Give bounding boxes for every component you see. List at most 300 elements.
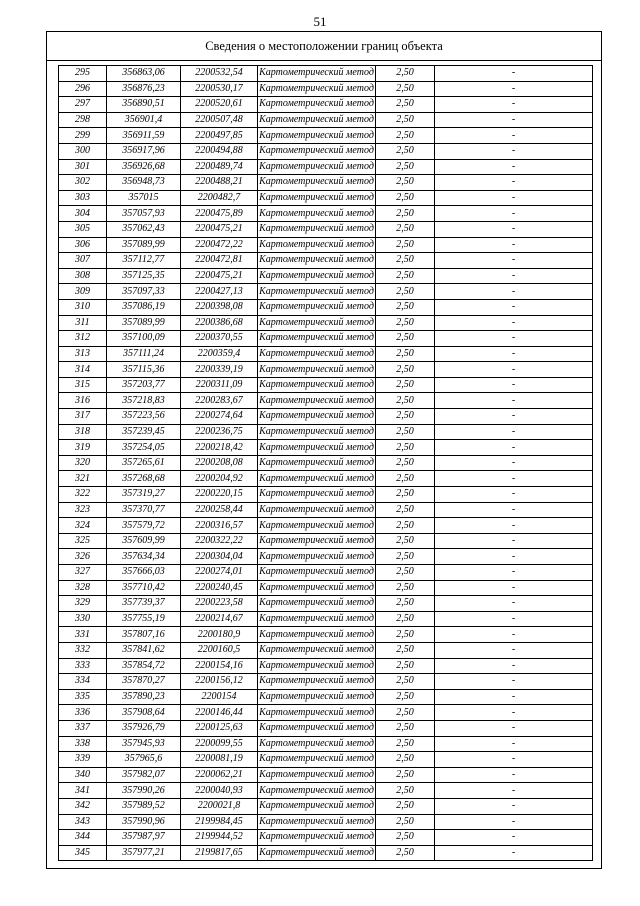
x-coordinate-cell: 357965,6 <box>107 752 181 768</box>
x-coordinate-cell: 357870,27 <box>107 674 181 690</box>
x-coordinate-cell: 357710,42 <box>107 580 181 596</box>
table-row <box>59 237 593 253</box>
method-cell: Картометрический метод <box>258 206 376 222</box>
accuracy-cell: 2,50 <box>376 362 435 378</box>
x-coordinate-cell: 356890,51 <box>107 97 181 113</box>
description-cell: - <box>435 299 593 315</box>
x-coordinate-cell: 356926,68 <box>107 159 181 175</box>
accuracy-cell: 2,50 <box>376 143 435 159</box>
x-coordinate-cell: 356911,59 <box>107 128 181 144</box>
method-cell: Картометрический метод <box>258 159 376 175</box>
table-row <box>59 674 593 690</box>
accuracy-cell: 2,50 <box>376 128 435 144</box>
y-coordinate-cell: 2200236,75 <box>181 424 258 440</box>
point-number-cell: 328 <box>59 580 107 596</box>
description-cell: - <box>435 159 593 175</box>
y-coordinate-cell: 2200482,7 <box>181 190 258 206</box>
point-number-cell: 304 <box>59 206 107 222</box>
accuracy-cell: 2,50 <box>376 830 435 846</box>
y-coordinate-cell: 2200427,13 <box>181 284 258 300</box>
accuracy-cell: 2,50 <box>376 502 435 518</box>
y-coordinate-cell: 2200497,85 <box>181 128 258 144</box>
point-number-cell: 302 <box>59 175 107 191</box>
y-coordinate-cell: 2200021,8 <box>181 798 258 814</box>
accuracy-cell: 2,50 <box>376 487 435 503</box>
x-coordinate-cell: 357223,56 <box>107 409 181 425</box>
point-number-cell: 335 <box>59 689 107 705</box>
y-coordinate-cell: 2200180,9 <box>181 627 258 643</box>
method-cell: Картометрический метод <box>258 471 376 487</box>
table-row <box>59 565 593 581</box>
accuracy-cell: 2,50 <box>376 674 435 690</box>
point-number-cell: 331 <box>59 627 107 643</box>
table-row <box>59 689 593 705</box>
description-cell: - <box>435 175 593 191</box>
method-cell: Картометрический метод <box>258 66 376 82</box>
point-number-cell: 315 <box>59 377 107 393</box>
y-coordinate-cell: 2200154,16 <box>181 658 258 674</box>
description-cell: - <box>435 736 593 752</box>
method-cell: Картометрический метод <box>258 752 376 768</box>
accuracy-cell: 2,50 <box>376 798 435 814</box>
y-coordinate-cell: 2200311,09 <box>181 377 258 393</box>
description-cell: - <box>435 81 593 97</box>
table-row <box>59 611 593 627</box>
accuracy-cell: 2,50 <box>376 440 435 456</box>
point-number-cell: 297 <box>59 97 107 113</box>
description-cell: - <box>435 830 593 846</box>
accuracy-cell: 2,50 <box>376 814 435 830</box>
y-coordinate-cell: 2200370,55 <box>181 331 258 347</box>
x-coordinate-cell: 356876,23 <box>107 81 181 97</box>
method-cell: Картометрический метод <box>258 533 376 549</box>
x-coordinate-cell: 357100,09 <box>107 331 181 347</box>
point-number-cell: 332 <box>59 642 107 658</box>
description-cell: - <box>435 128 593 144</box>
description-cell: - <box>435 580 593 596</box>
x-coordinate-cell: 357990,96 <box>107 814 181 830</box>
description-cell: - <box>435 206 593 222</box>
method-cell: Картометрический метод <box>258 346 376 362</box>
y-coordinate-cell: 2200339,19 <box>181 362 258 378</box>
accuracy-cell: 2,50 <box>376 565 435 581</box>
x-coordinate-cell: 357890,23 <box>107 689 181 705</box>
point-number-cell: 345 <box>59 845 107 861</box>
table-row <box>59 783 593 799</box>
table-row <box>59 767 593 783</box>
point-number-cell: 323 <box>59 502 107 518</box>
y-coordinate-cell: 2199944,52 <box>181 830 258 846</box>
point-number-cell: 340 <box>59 767 107 783</box>
point-number-cell: 319 <box>59 440 107 456</box>
x-coordinate-cell: 357319,27 <box>107 487 181 503</box>
description-cell: - <box>435 253 593 269</box>
accuracy-cell: 2,50 <box>376 689 435 705</box>
accuracy-cell: 2,50 <box>376 720 435 736</box>
y-coordinate-cell: 2200472,22 <box>181 237 258 253</box>
description-cell: - <box>435 518 593 534</box>
y-coordinate-cell: 2200062,21 <box>181 767 258 783</box>
description-cell: - <box>435 346 593 362</box>
y-coordinate-cell: 2200475,21 <box>181 221 258 237</box>
x-coordinate-cell: 357111,24 <box>107 346 181 362</box>
point-number-cell: 337 <box>59 720 107 736</box>
description-cell: - <box>435 783 593 799</box>
accuracy-cell: 2,50 <box>376 377 435 393</box>
method-cell: Картометрический метод <box>258 487 376 503</box>
coordinates-table-body <box>59 66 593 861</box>
x-coordinate-cell: 357739,37 <box>107 596 181 612</box>
method-cell: Картометрический метод <box>258 674 376 690</box>
x-coordinate-cell: 357807,16 <box>107 627 181 643</box>
table-row <box>59 627 593 643</box>
point-number-cell: 299 <box>59 128 107 144</box>
description-cell: - <box>435 798 593 814</box>
x-coordinate-cell: 357015 <box>107 190 181 206</box>
table-row <box>59 720 593 736</box>
table-row <box>59 533 593 549</box>
table-row <box>59 549 593 565</box>
point-number-cell: 343 <box>59 814 107 830</box>
y-coordinate-cell: 2200258,44 <box>181 502 258 518</box>
method-cell: Картометрический метод <box>258 409 376 425</box>
method-cell: Картометрический метод <box>258 642 376 658</box>
description-cell: - <box>435 845 593 861</box>
x-coordinate-cell: 357609,99 <box>107 533 181 549</box>
y-coordinate-cell: 2200208,08 <box>181 455 258 471</box>
accuracy-cell: 2,50 <box>376 845 435 861</box>
description-cell: - <box>435 237 593 253</box>
description-cell: - <box>435 502 593 518</box>
table-row <box>59 112 593 128</box>
description-cell: - <box>435 720 593 736</box>
description-cell: - <box>435 221 593 237</box>
method-cell: Картометрический метод <box>258 424 376 440</box>
y-coordinate-cell: 2200204,92 <box>181 471 258 487</box>
description-cell: - <box>435 689 593 705</box>
table-row <box>59 455 593 471</box>
y-coordinate-cell: 2200223,58 <box>181 596 258 612</box>
description-cell: - <box>435 331 593 347</box>
table-title: Сведения о местоположении границ объекта <box>47 32 601 61</box>
method-cell: Картометрический метод <box>258 97 376 113</box>
accuracy-cell: 2,50 <box>376 268 435 284</box>
point-number-cell: 314 <box>59 362 107 378</box>
table-row <box>59 596 593 612</box>
table-row <box>59 518 593 534</box>
table-row <box>59 206 593 222</box>
accuracy-cell: 2,50 <box>376 97 435 113</box>
point-number-cell: 339 <box>59 752 107 768</box>
table-row <box>59 221 593 237</box>
method-cell: Картометрический метод <box>258 845 376 861</box>
table-row <box>59 315 593 331</box>
y-coordinate-cell: 2200494,88 <box>181 143 258 159</box>
accuracy-cell: 2,50 <box>376 66 435 82</box>
method-cell: Картометрический метод <box>258 798 376 814</box>
table-row <box>59 299 593 315</box>
x-coordinate-cell: 357945,93 <box>107 736 181 752</box>
description-cell: - <box>435 642 593 658</box>
x-coordinate-cell: 357089,99 <box>107 237 181 253</box>
point-number-cell: 307 <box>59 253 107 269</box>
point-number-cell: 327 <box>59 565 107 581</box>
y-coordinate-cell: 2200398,08 <box>181 299 258 315</box>
x-coordinate-cell: 357089,99 <box>107 315 181 331</box>
method-cell: Картометрический метод <box>258 237 376 253</box>
x-coordinate-cell: 357841,62 <box>107 642 181 658</box>
x-coordinate-cell: 356948,73 <box>107 175 181 191</box>
accuracy-cell: 2,50 <box>376 112 435 128</box>
accuracy-cell: 2,50 <box>376 253 435 269</box>
y-coordinate-cell: 2200304,04 <box>181 549 258 565</box>
description-cell: - <box>435 455 593 471</box>
table-row <box>59 253 593 269</box>
x-coordinate-cell: 357268,68 <box>107 471 181 487</box>
accuracy-cell: 2,50 <box>376 175 435 191</box>
x-coordinate-cell: 357239,45 <box>107 424 181 440</box>
point-number-cell: 308 <box>59 268 107 284</box>
document-frame <box>46 31 602 869</box>
point-number-cell: 326 <box>59 549 107 565</box>
y-coordinate-cell: 2200489,74 <box>181 159 258 175</box>
method-cell: Картометрический метод <box>258 689 376 705</box>
x-coordinate-cell: 357125,35 <box>107 268 181 284</box>
method-cell: Картометрический метод <box>258 299 376 315</box>
method-cell: Картометрический метод <box>258 455 376 471</box>
y-coordinate-cell: 2200274,01 <box>181 565 258 581</box>
accuracy-cell: 2,50 <box>376 455 435 471</box>
table-row <box>59 190 593 206</box>
x-coordinate-cell: 357370,77 <box>107 502 181 518</box>
point-number-cell: 336 <box>59 705 107 721</box>
accuracy-cell: 2,50 <box>376 346 435 362</box>
accuracy-cell: 2,50 <box>376 549 435 565</box>
description-cell: - <box>435 752 593 768</box>
x-coordinate-cell: 357634,34 <box>107 549 181 565</box>
y-coordinate-cell: 2199984,45 <box>181 814 258 830</box>
description-cell: - <box>435 814 593 830</box>
point-number-cell: 330 <box>59 611 107 627</box>
accuracy-cell: 2,50 <box>376 533 435 549</box>
description-cell: - <box>435 705 593 721</box>
x-coordinate-cell: 357112,77 <box>107 253 181 269</box>
table-row <box>59 81 593 97</box>
accuracy-cell: 2,50 <box>376 627 435 643</box>
x-coordinate-cell: 356917,96 <box>107 143 181 159</box>
accuracy-cell: 2,50 <box>376 409 435 425</box>
point-number-cell: 305 <box>59 221 107 237</box>
description-cell: - <box>435 315 593 331</box>
table-row <box>59 409 593 425</box>
method-cell: Картометрический метод <box>258 253 376 269</box>
coordinates-table <box>58 65 593 861</box>
point-number-cell: 298 <box>59 112 107 128</box>
method-cell: Картометрический метод <box>258 393 376 409</box>
description-cell: - <box>435 112 593 128</box>
x-coordinate-cell: 356901,4 <box>107 112 181 128</box>
table-row <box>59 502 593 518</box>
y-coordinate-cell: 2200507,48 <box>181 112 258 128</box>
x-coordinate-cell: 357254,05 <box>107 440 181 456</box>
y-coordinate-cell: 2200240,45 <box>181 580 258 596</box>
y-coordinate-cell: 2200081,19 <box>181 752 258 768</box>
y-coordinate-cell: 2200125,63 <box>181 720 258 736</box>
accuracy-cell: 2,50 <box>376 190 435 206</box>
point-number-cell: 322 <box>59 487 107 503</box>
x-coordinate-cell: 357854,72 <box>107 658 181 674</box>
table-row <box>59 830 593 846</box>
point-number-cell: 324 <box>59 518 107 534</box>
table-row <box>59 471 593 487</box>
method-cell: Картометрический метод <box>258 720 376 736</box>
accuracy-cell: 2,50 <box>376 81 435 97</box>
point-number-cell: 321 <box>59 471 107 487</box>
x-coordinate-cell: 357989,52 <box>107 798 181 814</box>
table-row <box>59 705 593 721</box>
method-cell: Картометрический метод <box>258 284 376 300</box>
y-coordinate-cell: 2200099,55 <box>181 736 258 752</box>
description-cell: - <box>435 190 593 206</box>
table-row <box>59 752 593 768</box>
accuracy-cell: 2,50 <box>376 642 435 658</box>
accuracy-cell: 2,50 <box>376 159 435 175</box>
y-coordinate-cell: 2200530,17 <box>181 81 258 97</box>
method-cell: Картометрический метод <box>258 362 376 378</box>
y-coordinate-cell: 2200472,81 <box>181 253 258 269</box>
table-row <box>59 362 593 378</box>
table-row <box>59 377 593 393</box>
accuracy-cell: 2,50 <box>376 237 435 253</box>
point-number-cell: 317 <box>59 409 107 425</box>
y-coordinate-cell: 2200316,57 <box>181 518 258 534</box>
table-row <box>59 814 593 830</box>
y-coordinate-cell: 2200154 <box>181 689 258 705</box>
point-number-cell: 296 <box>59 81 107 97</box>
point-number-cell: 318 <box>59 424 107 440</box>
method-cell: Картометрический метод <box>258 549 376 565</box>
y-coordinate-cell: 2200475,89 <box>181 206 258 222</box>
y-coordinate-cell: 2200488,21 <box>181 175 258 191</box>
method-cell: Картометрический метод <box>258 767 376 783</box>
x-coordinate-cell: 357982,07 <box>107 767 181 783</box>
method-cell: Картометрический метод <box>258 221 376 237</box>
x-coordinate-cell: 357097,33 <box>107 284 181 300</box>
method-cell: Картометрический метод <box>258 502 376 518</box>
page-number: 51 <box>313 14 327 29</box>
x-coordinate-cell: 357755,19 <box>107 611 181 627</box>
point-number-cell: 309 <box>59 284 107 300</box>
method-cell: Картометрический метод <box>258 190 376 206</box>
description-cell: - <box>435 143 593 159</box>
method-cell: Картометрический метод <box>258 596 376 612</box>
point-number-cell: 334 <box>59 674 107 690</box>
y-coordinate-cell: 2199817,65 <box>181 845 258 861</box>
description-cell: - <box>435 471 593 487</box>
method-cell: Картометрический метод <box>258 377 376 393</box>
point-number-cell: 311 <box>59 315 107 331</box>
x-coordinate-cell: 357086,19 <box>107 299 181 315</box>
accuracy-cell: 2,50 <box>376 658 435 674</box>
x-coordinate-cell: 357666,03 <box>107 565 181 581</box>
y-coordinate-cell: 2200475,21 <box>181 268 258 284</box>
description-cell: - <box>435 565 593 581</box>
description-cell: - <box>435 424 593 440</box>
accuracy-cell: 2,50 <box>376 580 435 596</box>
y-coordinate-cell: 2200156,12 <box>181 674 258 690</box>
accuracy-cell: 2,50 <box>376 299 435 315</box>
y-coordinate-cell: 2200283,67 <box>181 393 258 409</box>
point-number-cell: 312 <box>59 331 107 347</box>
method-cell: Картометрический метод <box>258 175 376 191</box>
method-cell: Картометрический метод <box>258 518 376 534</box>
x-coordinate-cell: 357579,72 <box>107 518 181 534</box>
description-cell: - <box>435 393 593 409</box>
method-cell: Картометрический метод <box>258 81 376 97</box>
accuracy-cell: 2,50 <box>376 767 435 783</box>
table-row <box>59 798 593 814</box>
point-number-cell: 341 <box>59 783 107 799</box>
table-row <box>59 424 593 440</box>
method-cell: Картометрический метод <box>258 658 376 674</box>
table-row <box>59 268 593 284</box>
y-coordinate-cell: 2200146,44 <box>181 705 258 721</box>
x-coordinate-cell: 357987,97 <box>107 830 181 846</box>
accuracy-cell: 2,50 <box>376 424 435 440</box>
point-number-cell: 333 <box>59 658 107 674</box>
description-cell: - <box>435 66 593 82</box>
description-cell: - <box>435 767 593 783</box>
accuracy-cell: 2,50 <box>376 596 435 612</box>
x-coordinate-cell: 356863,06 <box>107 66 181 82</box>
x-coordinate-cell: 357057,93 <box>107 206 181 222</box>
y-coordinate-cell: 2200160,5 <box>181 642 258 658</box>
point-number-cell: 325 <box>59 533 107 549</box>
method-cell: Картометрический метод <box>258 580 376 596</box>
table-row <box>59 580 593 596</box>
point-number-cell: 316 <box>59 393 107 409</box>
x-coordinate-cell: 357908,64 <box>107 705 181 721</box>
y-coordinate-cell: 2200532,54 <box>181 66 258 82</box>
method-cell: Картометрический метод <box>258 627 376 643</box>
description-cell: - <box>435 658 593 674</box>
accuracy-cell: 2,50 <box>376 471 435 487</box>
description-cell: - <box>435 611 593 627</box>
method-cell: Картометрический метод <box>258 783 376 799</box>
method-cell: Картометрический метод <box>258 830 376 846</box>
accuracy-cell: 2,50 <box>376 783 435 799</box>
method-cell: Картометрический метод <box>258 565 376 581</box>
point-number-cell: 313 <box>59 346 107 362</box>
table-row <box>59 642 593 658</box>
description-cell: - <box>435 674 593 690</box>
table-row <box>59 393 593 409</box>
table-row <box>59 143 593 159</box>
method-cell: Картометрический метод <box>258 705 376 721</box>
x-coordinate-cell: 357203,77 <box>107 377 181 393</box>
x-coordinate-cell: 357115,36 <box>107 362 181 378</box>
point-number-cell: 310 <box>59 299 107 315</box>
point-number-cell: 329 <box>59 596 107 612</box>
accuracy-cell: 2,50 <box>376 221 435 237</box>
x-coordinate-cell: 357977,21 <box>107 845 181 861</box>
method-cell: Картометрический метод <box>258 143 376 159</box>
description-cell: - <box>435 409 593 425</box>
method-cell: Картометрический метод <box>258 331 376 347</box>
accuracy-cell: 2,50 <box>376 284 435 300</box>
y-coordinate-cell: 2200218,42 <box>181 440 258 456</box>
point-number-cell: 303 <box>59 190 107 206</box>
